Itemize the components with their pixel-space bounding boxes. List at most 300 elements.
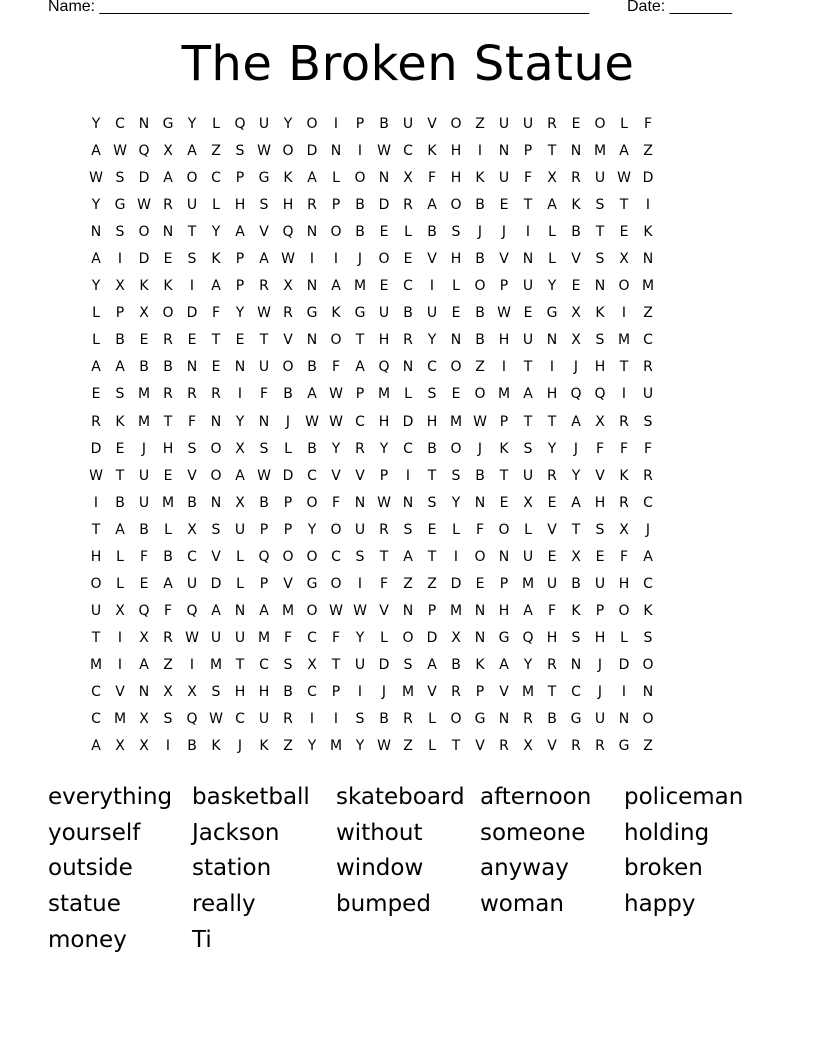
grid-letter: R [211,386,221,403]
grid-letter: B [115,332,125,349]
grid-letter: E [547,548,557,565]
grid-letter: B [475,251,485,268]
grid-letter: W [137,197,151,214]
grid-letter: P [259,521,269,538]
grid-letter: O [306,116,318,133]
grid-letter: X [403,170,413,187]
grid-letter: O [330,575,342,592]
grid-letter: F [187,413,197,430]
word-bank-item: happy [624,890,696,917]
grid-letter: W [473,413,487,430]
grid-letter: V [499,684,509,700]
grid-letter: U [546,575,558,592]
grid-letter: R [643,359,653,376]
grid-letter: M [449,602,463,619]
grid-letter: T [427,548,437,565]
grid-letter: L [92,332,100,349]
grid-letter: D [642,170,654,187]
grid-letter: U [594,170,606,187]
grid-letter: N [138,684,150,700]
word-bank-item: anyway [480,855,569,882]
grid-letter: I [621,386,627,403]
grid-letter: N [546,332,558,349]
grid-letter: X [619,521,629,538]
grid-letter: O [474,548,486,565]
grid-letter: E [499,197,509,214]
grid-letter: C [259,656,269,673]
grid-row [84,706,732,733]
grid-letter: L [116,548,124,565]
grid-letter: X [139,305,149,322]
grid-letter: X [547,170,557,187]
grid-letter: X [619,251,629,268]
grid-letter: D [282,467,294,484]
grid-letter: L [428,738,436,755]
grid-letter: T [595,224,605,241]
grid-letter: U [234,521,246,538]
grid-letter: U [522,116,534,133]
grid-letter: G [498,629,510,646]
grid-letter: C [331,548,341,565]
grid-letter: W [281,251,295,268]
grid-letter: S [115,386,125,403]
grid-letter: B [403,305,413,322]
grid-letter: A [571,413,581,430]
grid-letter: X [163,684,173,700]
grid-letter: Z [211,143,221,160]
grid-letter: I [357,143,363,160]
grid-letter: B [571,575,581,592]
grid-letter: H [258,684,270,700]
grid-letter: I [309,251,315,268]
grid-letter: E [595,548,605,565]
word-bank-row [48,922,768,958]
grid-letter: J [477,440,483,457]
grid-letter: J [141,440,147,457]
grid-letter: I [405,467,411,484]
grid-letter: L [404,224,412,241]
grid-letter: O [378,251,390,268]
grid-letter: B [355,224,365,241]
grid-letter: B [307,359,317,376]
grid-letter: D [378,656,390,673]
grid-letter: W [257,467,271,484]
grid-letter: I [501,359,507,376]
grid-letter: C [643,332,653,349]
grid-letter: T [499,467,509,484]
grid-letter: A [643,548,653,565]
grid-letter: Q [594,386,606,403]
grid-letter: S [163,711,173,728]
grid-letter: U [522,467,534,484]
word-bank-item: bumped [336,890,431,917]
grid-letter: M [521,684,535,700]
grid-letter: Y [91,278,101,295]
grid-letter: F [283,629,293,646]
grid-letter: N [354,494,366,511]
grid-letter: G [618,738,630,755]
grid-row [84,733,732,760]
grid-letter: H [450,143,462,160]
grid-letter: C [571,684,581,700]
grid-letter: U [258,116,270,133]
grid-letter: F [619,548,629,565]
grid-letter: P [595,602,605,619]
grid-letter: N [474,494,486,511]
grid-letter: L [380,629,388,646]
grid-letter: P [499,278,509,295]
grid-letter: L [524,521,532,538]
grid-letter: N [138,116,150,133]
grid-letter: S [211,684,221,700]
grid-letter: P [499,575,509,592]
grid-letter: B [475,197,485,214]
grid-letter: Y [307,521,317,538]
grid-letter: P [235,170,245,187]
name-field[interactable]: Name: _______________________________________________________ [48,0,589,15]
grid-letter: S [451,224,461,241]
grid-letter: L [548,224,556,241]
grid-row [84,679,732,706]
grid-row [84,246,732,273]
grid-letter: E [403,251,413,268]
grid-letter: F [331,359,341,376]
grid-letter: C [187,548,197,565]
grid-letter: V [571,251,581,268]
grid-letter: J [573,440,579,457]
grid-row [84,517,732,544]
word-bank-item: without [336,819,423,846]
grid-letter: S [595,251,605,268]
grid-letter: R [595,738,605,755]
grid-letter: Y [571,467,581,484]
grid-letter: M [209,656,223,673]
grid-letter: N [402,602,414,619]
grid-letter: U [354,656,366,673]
grid-letter: S [571,629,581,646]
grid-letter: B [475,467,485,484]
grid-letter: E [379,278,389,295]
grid-letter: N [162,224,174,241]
grid-letter: L [452,278,460,295]
grid-letter: V [115,684,125,700]
grid-letter: K [139,278,149,295]
grid-letter: L [236,548,244,565]
word-bank-item: woman [480,890,564,917]
grid-letter: T [379,548,389,565]
grid-letter: I [237,386,243,403]
grid-letter: J [573,359,579,376]
grid-letter: T [331,656,341,673]
grid-letter: W [353,602,367,619]
grid-letter: Q [282,224,294,241]
grid-letter: F [547,602,557,619]
grid-letter: A [163,575,173,592]
grid-letter: R [283,711,293,728]
grid-letter: F [643,440,653,457]
grid-letter: Y [331,440,341,457]
grid-letter: C [235,711,245,728]
grid-letter: K [595,305,605,322]
grid-letter: V [427,251,437,268]
grid-letter: O [402,629,414,646]
grid-letter: O [498,521,510,538]
grid-letter: M [113,711,127,728]
grid-letter: D [138,251,150,268]
grid-letter: A [91,359,101,376]
grid-row [84,571,732,598]
grid-letter: J [597,656,603,673]
grid-letter: W [329,602,343,619]
word-bank-item: Jackson [192,819,280,846]
grid-letter: Z [475,116,485,133]
grid-letter: O [450,359,462,376]
grid-letter: K [427,143,437,160]
grid-letter: T [187,224,197,241]
grid-row [84,463,732,490]
grid-letter: B [187,738,197,755]
grid-letter: V [283,575,293,592]
grid-letter: Q [186,602,198,619]
grid-letter: G [258,170,270,187]
grid-letter: B [283,684,293,700]
grid-letter: M [377,386,391,403]
grid-letter: X [115,278,125,295]
grid-letter: U [90,602,102,619]
grid-letter: C [403,278,413,295]
grid-letter: Y [547,440,557,457]
grid-letter: H [162,440,174,457]
word-bank-item: basketball [192,783,310,810]
grid-letter: O [594,116,606,133]
date-field[interactable]: Date: _______ [627,0,732,15]
grid-letter: X [571,548,581,565]
grid-letter: E [187,332,197,349]
grid-letter: B [475,305,485,322]
grid-row [84,219,732,246]
grid-letter: W [257,143,271,160]
grid-letter: E [475,575,485,592]
grid-letter: J [285,413,291,430]
grid-letter: S [259,440,269,457]
grid-letter: A [115,359,125,376]
grid-letter: P [331,684,341,700]
grid-row [84,436,732,463]
grid-letter: R [547,467,557,484]
grid-letter: R [523,711,533,728]
grid-letter: P [379,467,389,484]
grid-letter: X [283,278,293,295]
grid-letter: B [259,494,269,511]
grid-letter: R [163,197,173,214]
grid-letter: D [90,440,102,457]
grid-letter: S [211,521,221,538]
grid-letter: R [259,278,269,295]
grid-letter: V [427,684,437,700]
grid-letter: O [330,332,342,349]
grid-letter: V [355,467,365,484]
grid-letter: M [281,602,295,619]
grid-letter: L [92,305,100,322]
grid-letter: S [595,197,605,214]
grid-letter: P [355,386,365,403]
grid-letter: A [427,656,437,673]
grid-letter: R [499,738,509,755]
grid-letter: I [429,278,435,295]
grid-letter: S [643,629,653,646]
grid-letter: E [139,575,149,592]
grid-letter: U [426,305,438,322]
grid-letter: H [90,548,102,565]
grid-letter: N [330,143,342,160]
grid-letter: V [547,738,557,755]
grid-letter: X [115,602,125,619]
grid-letter: W [89,170,103,187]
grid-letter: N [402,494,414,511]
grid-letter: S [403,656,413,673]
grid-letter: A [403,548,413,565]
grid-letter: T [547,413,557,430]
grid-letter: P [331,197,341,214]
grid-letter: X [235,440,245,457]
grid-letter: E [571,278,581,295]
grid-letter: B [547,711,557,728]
grid-letter: I [165,738,171,755]
grid-letter: C [403,440,413,457]
grid-letter: S [643,413,653,430]
grid-letter: B [115,494,125,511]
grid-letter: D [378,197,390,214]
grid-letter: P [259,575,269,592]
grid-letter: A [187,143,197,160]
grid-letter: T [571,521,581,538]
grid-letter: R [379,521,389,538]
grid-letter: U [522,278,534,295]
grid-letter: V [187,467,197,484]
grid-letter: U [186,575,198,592]
grid-letter: F [211,305,221,322]
grid-letter: R [307,197,317,214]
grid-letter: T [523,197,533,214]
grid-letter: Q [570,386,582,403]
grid-letter: Q [138,143,150,160]
grid-letter: O [162,305,174,322]
grid-letter: Z [643,143,653,160]
grid-letter: E [499,494,509,511]
grid-letter: P [523,143,533,160]
word-bank-item: really [192,890,256,917]
grid-letter: R [547,116,557,133]
grid-letter: B [427,224,437,241]
grid-letter: E [451,386,461,403]
grid-letter: G [354,305,366,322]
grid-letter: A [619,143,629,160]
grid-row [84,381,732,408]
grid-letter: P [475,684,485,700]
grid-letter: R [91,413,101,430]
grid-letter: R [163,332,173,349]
grid-letter: H [498,602,510,619]
grid-letter: V [379,602,389,619]
grid-letter: A [571,494,581,511]
grid-letter: Z [643,738,653,755]
grid-letter: E [379,224,389,241]
word-bank-row [48,815,768,851]
grid-letter: Q [258,548,270,565]
grid-letter: M [593,143,607,160]
grid-letter: A [427,197,437,214]
grid-letter: T [619,359,629,376]
grid-letter: N [498,711,510,728]
grid-letter: B [379,711,389,728]
grid-letter: U [498,116,510,133]
grid-letter: J [597,684,603,700]
grid-letter: T [523,413,533,430]
grid-letter: N [522,251,534,268]
grid-letter: B [475,332,485,349]
grid-letter: O [450,711,462,728]
grid-letter: Y [523,656,533,673]
grid-letter: B [283,386,293,403]
grid-letter: X [571,305,581,322]
grid-letter: D [450,575,462,592]
grid-letter: K [571,602,581,619]
grid-letter: E [427,521,437,538]
grid-letter: T [91,629,101,646]
grid-letter: M [161,494,175,511]
grid-letter: N [210,413,222,430]
grid-letter: N [474,602,486,619]
grid-letter: X [523,738,533,755]
word-bank-item: policeman [624,783,744,810]
grid-letter: C [427,359,437,376]
grid-letter: Q [234,116,246,133]
grid-letter: L [452,521,460,538]
grid-letter: Z [643,305,653,322]
grid-letter: R [187,386,197,403]
grid-letter: T [547,684,557,700]
grid-letter: O [450,116,462,133]
word-bank-row [48,886,768,922]
grid-letter: E [211,359,221,376]
grid-letter: I [93,494,99,511]
grid-letter: U [522,548,534,565]
grid-letter: U [642,386,654,403]
grid-letter: E [163,251,173,268]
grid-letter: N [570,656,582,673]
grid-letter: S [355,548,365,565]
grid-letter: K [211,738,221,755]
grid-letter: I [189,656,195,673]
grid-letter: O [282,359,294,376]
grid-letter: F [331,629,341,646]
grid-letter: F [259,386,269,403]
grid-letter: R [283,305,293,322]
grid-letter: X [187,684,197,700]
grid-letter: N [642,684,654,700]
grid-letter: K [499,440,509,457]
grid-letter: E [235,332,245,349]
grid-letter: O [282,143,294,160]
word-bank-item: afternoon [480,783,592,810]
grid-letter: Y [211,224,221,241]
grid-letter: I [357,684,363,700]
grid-row [84,192,732,219]
grid-letter: L [332,170,340,187]
grid-letter: H [594,629,606,646]
grid-letter: B [163,359,173,376]
grid-letter: Z [163,656,173,673]
